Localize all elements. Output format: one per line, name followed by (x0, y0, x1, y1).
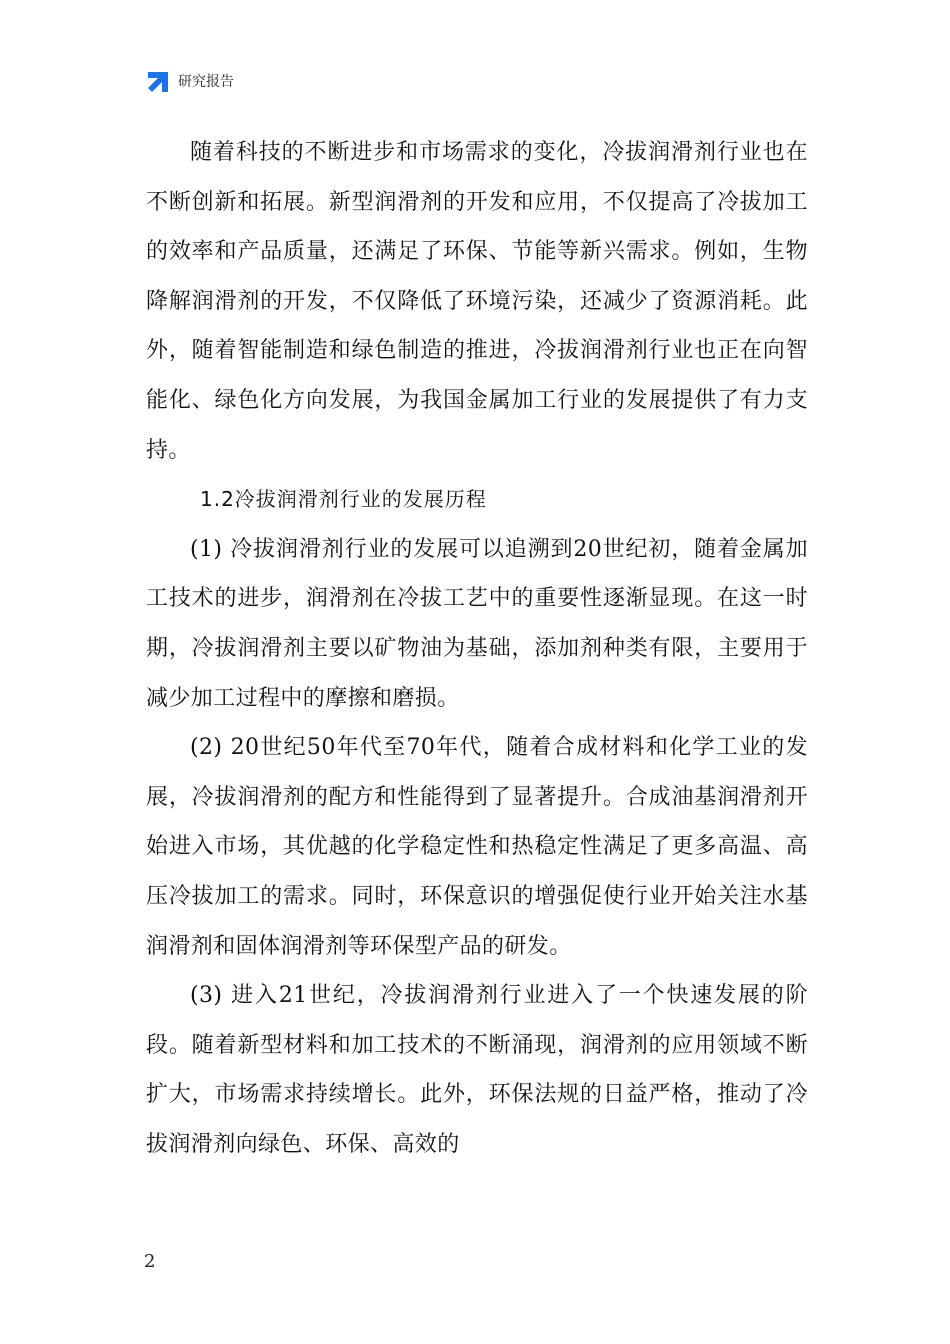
intro-paragraph: 随着科技的不断进步和市场需求的变化，冷拔润滑剂行业也在不断创新和拓展。新型润滑剂的开发和应用，不仅提高了冷拔加工的效率和产品质量，还满足了环保、节能等新兴需求。例如，生物降解润滑剂的开发，不仅降低了环境污染，还减少了资源消耗。此外，随着智能制造和绿色制造的推进，冷拔润滑剂行业也正在向智能化、绿色化方向发展，为我国金属加工行业的发展提供了有力支持。 (146, 140, 808, 463)
history-paragraph-1: (1) 冷拔润滑剂行业的发展可以追溯到20世纪初，随着金属加工技术的进步，润滑剂在冷拔工艺中的重要性逐渐显现。在这一时期，冷拔润滑剂主要以矿物油为基础，添加剂种类有限，主要用于减少加工过程中的摩擦和磨损。 (146, 536, 808, 711)
page-number: 2 (144, 1251, 156, 1272)
section-heading: 1.2冷拔润滑剂行业的发展历程 (200, 487, 487, 512)
history-paragraph-2: (2) 20世纪50年代至70年代，随着合成材料和化学工业的发展，冷拔润滑剂的配方和性能得到了显著提升。合成油基润滑剂开始进入市场，其优越的化学稳定性和热稳定性满足了更多高温、高压冷拔加工的需求。同时，环保意识的增强促使行业开始关注水基润滑剂和固体润滑剂等环保型产品的研发。 (146, 735, 808, 959)
arrow-up-right-icon (146, 70, 170, 94)
document-body (146, 128, 808, 1169)
header-label: 研究报告 (178, 74, 234, 90)
history-paragraph-3: (3) 进入21世纪，冷拔润滑剂行业进入了一个快速发展的阶段。随着新型材料和加工技术的不断涌现，润滑剂的应用领域不断扩大，市场需求持续增长。此外，环保法规的日益严格，推动了冷拔润滑剂向绿色、环保、高效的 (146, 983, 808, 1157)
report-header (146, 70, 234, 94)
